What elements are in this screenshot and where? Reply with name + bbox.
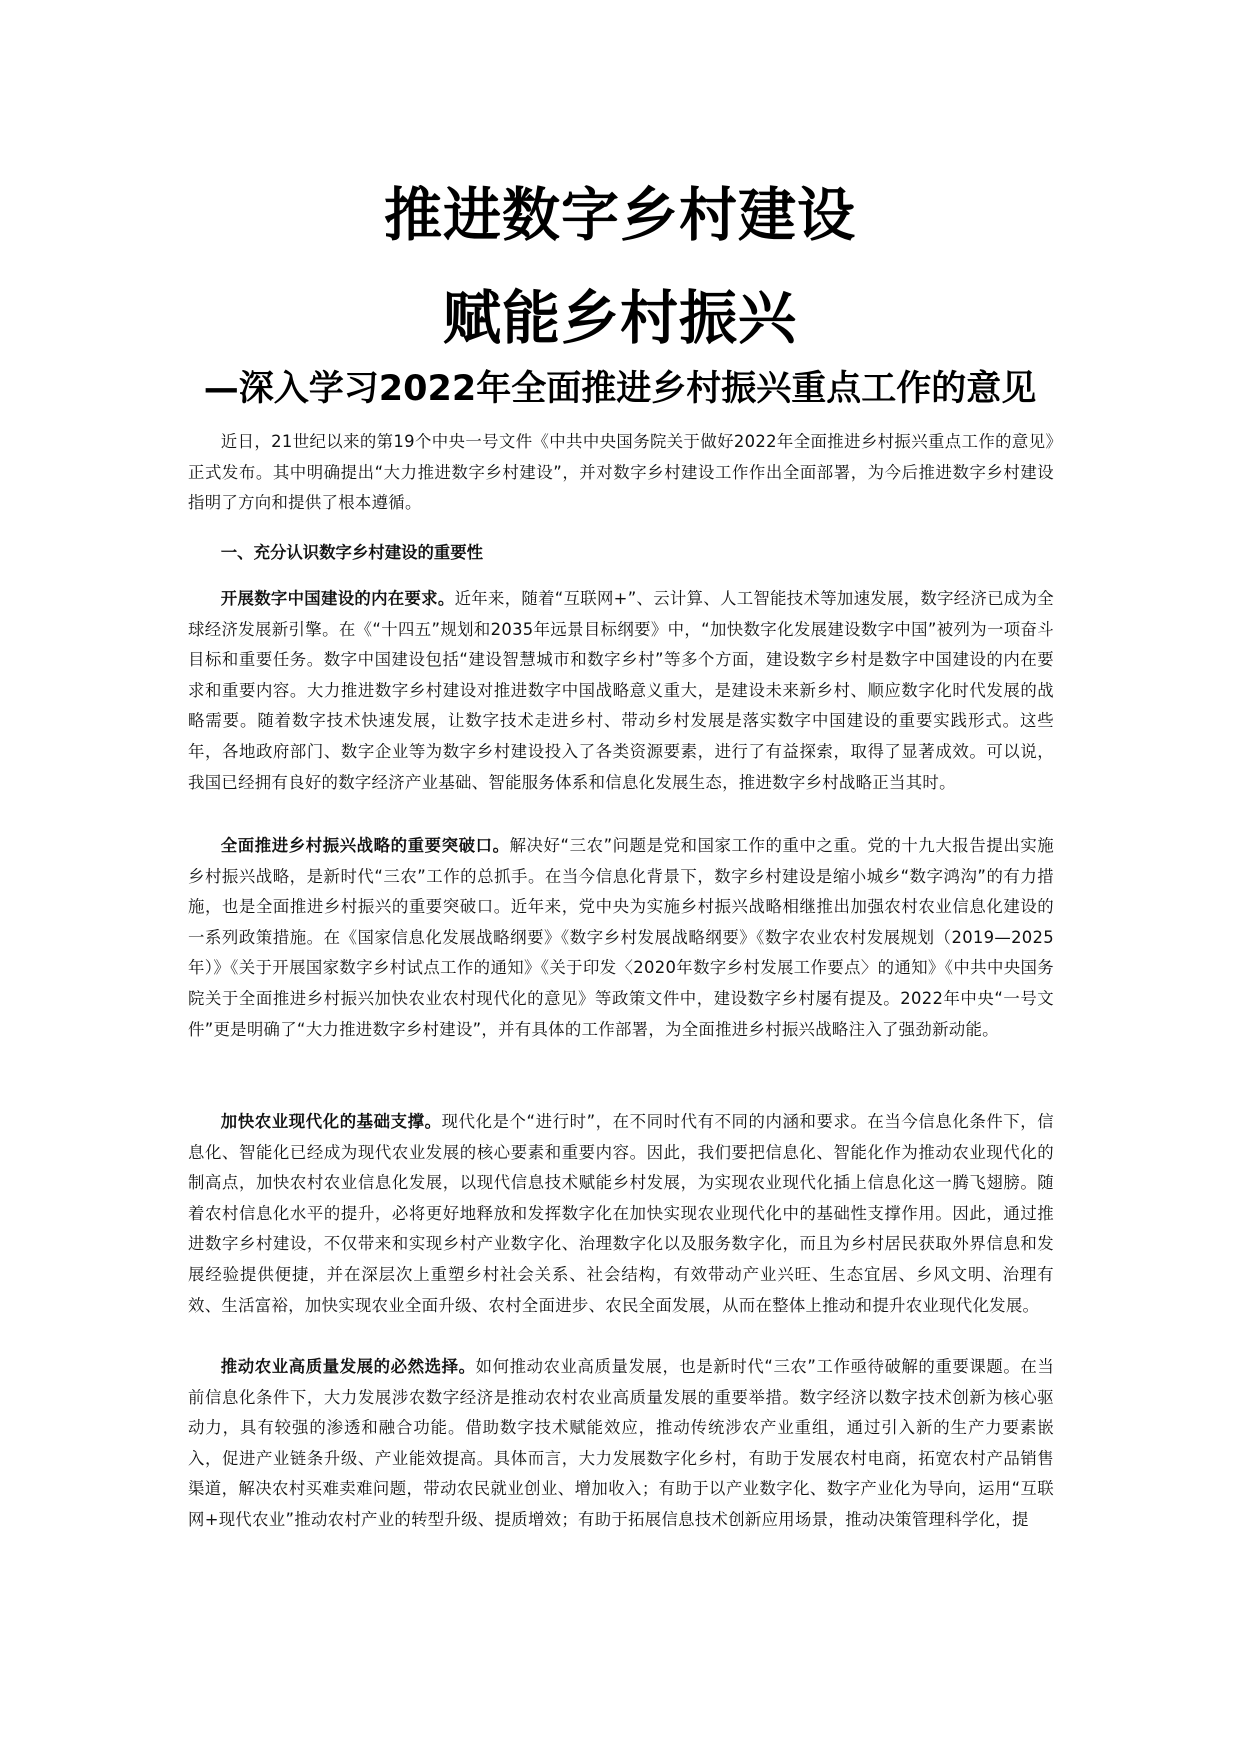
paragraph-text: 近年来，随着“互联网+”、云计算、人工智能技术等加速发展，数字经济已成为全球经济发展新引擎。在《“十四五”规划和2035年远景目标纲要》中，“加快数字化发展建设数字中国”被列为一项奋斗目标和重要任务。数字中国建设包括“建设智慧城市和数字乡村”等多个方面，建设数字乡村是数字中国建设的内在要求和重要内容。大力推进数字乡村建设对推进数字中国战略意义重大，是建设未来新乡村、顺应数字化时代发展的战略需要。随着数字技术快速发展，让数字技术走进乡村、带动乡村发展是落实数字中国建设的重要实践形式。这些年，各地政府部门、数字企业等为数字乡村建设投入了各类资源要素，进行了有益探索，取得了显著成效。可以说，我国已经拥有良好的数字经济产业基础、智能服务体系和信息化发展生态，推进数字乡村战略正当其时。 xyxy=(188,589,1054,792)
paragraph-text: 解决好“三农”问题是党和国家工作的重中之重。党的十九大报告提出实施乡村振兴战略，是新时代“三农”工作的总抓手。在当今信息化背景下，数字乡村建设是缩小城乡“数字鸿沟”的有力措施，也是全面推进乡村振兴的重要突破口。近年来，党中央为实施乡村振兴战略相继推出加强农村农业信息化建设的一系列政策措施。在《国家信息化发展战略纲要》《数字乡村发展战略纲要》《数字农业农村发展规划（2019—2025年）》《关于开展国家数字乡村试点工作的通知》《关于印发〈2020年数字乡村发展工作要点〉的通知》《中共中央国务院关于全面推进乡村振兴加快农业农村现代化的意见》等政策文件中，建设数字乡村屡有提及。2022年中央“一号文件”更是明确了“大力推进数字乡村建设”，并有具体的工作部署，为全面推进乡村振兴战略注入了强劲新动能。 xyxy=(188,836,1054,1039)
paragraph-text: 现代化是个“进行时”，在不同时代有不同的内涵和要求。在当今信息化条件下，信息化、智能化已经成为现代农业发展的核心要素和重要内容。因此，我们要把信息化、智能化作为推动农业现代化的制高点，加快农村农业信息化发展，以现代信息技术赋能乡村发展，为实现农业现代化插上信息化这一腾飞翅膀。随着农村信息化水平的提升，必将更好地释放和发挥数字化在加快实现农业现代化中的基础性支撑作用。因此，通过推进数字乡村建设，不仅带来和实现乡村产业数字化、治理数字化以及服务数字化，而且为乡村居民获取外界信息和发展经验提供便捷，并在深层次上重塑乡村社会关系、社会结构，有效带动产业兴旺、生态宜居、乡风文明、治理有效、生活富裕，加快实现农业全面升级、农村全面进步、农民全面发展，从而在整体上推动和提升农业现代化发展。 xyxy=(188,1112,1054,1315)
body-paragraph xyxy=(188,1107,1054,1321)
body-paragraph xyxy=(188,831,1054,1045)
body-paragraph xyxy=(188,584,1054,798)
section-heading: 一、充分认识数字乡村建设的重要性 xyxy=(220,543,484,562)
intro-paragraph: 近日，21世纪以来的第19个中央一号文件《中共中央国务院关于做好2022年全面推进乡村振兴重点工作的意见》正式发布。其中明确提出“大力推进数字乡村建设”，并对数字乡村建设工作作出全面部署，为今后推进数字乡村建设指明了方向和提供了根本遵循。 xyxy=(188,432,1054,513)
document-title-line1: 推进数字乡村建设 xyxy=(383,181,856,249)
body-paragraph xyxy=(188,1352,1054,1536)
paragraph-lead: 全面推进乡村振兴战略的重要突破口。 xyxy=(220,836,510,855)
document-subtitle: —深入学习2022年全面推进乡村振兴重点工作的意见 xyxy=(203,369,1037,409)
paragraph-text: 如何推动农业高质量发展，也是新时代“三农”工作亟待破解的重要课题。在当前信息化条件下，大力发展涉农数字经济是推动农村农业高质量发展的重要举措。数字经济以数字技术创新为核心驱动力，具有较强的渗透和融合功能。借助数字技术赋能效应，推动传统涉农产业重组，通过引入新的生产力要素嵌入，促进产业链条升级、产业能效提高。具体而言，大力发展数字化乡村，有助于发展农村电商，拓宽农村产品销售渠道，解决农村买难卖难问题，带动农民就业创业、增加收入；有助于以产业数字化、数字产业化为导向，运用“互联网+现代农业”推动农村产业的转型升级、提质增效；有助于拓展信息技术创新应用场景，推动决策管理科学化，提 xyxy=(188,1357,1055,1529)
paragraph-lead: 推动农业高质量发展的必然选择。 xyxy=(220,1357,476,1376)
paragraph-lead: 加快农业现代化的基础支撑。 xyxy=(220,1112,442,1131)
paragraph-lead: 开展数字中国建设的内在要求。 xyxy=(220,589,455,608)
document-title-line2: 赋能乡村振兴 xyxy=(442,284,797,352)
